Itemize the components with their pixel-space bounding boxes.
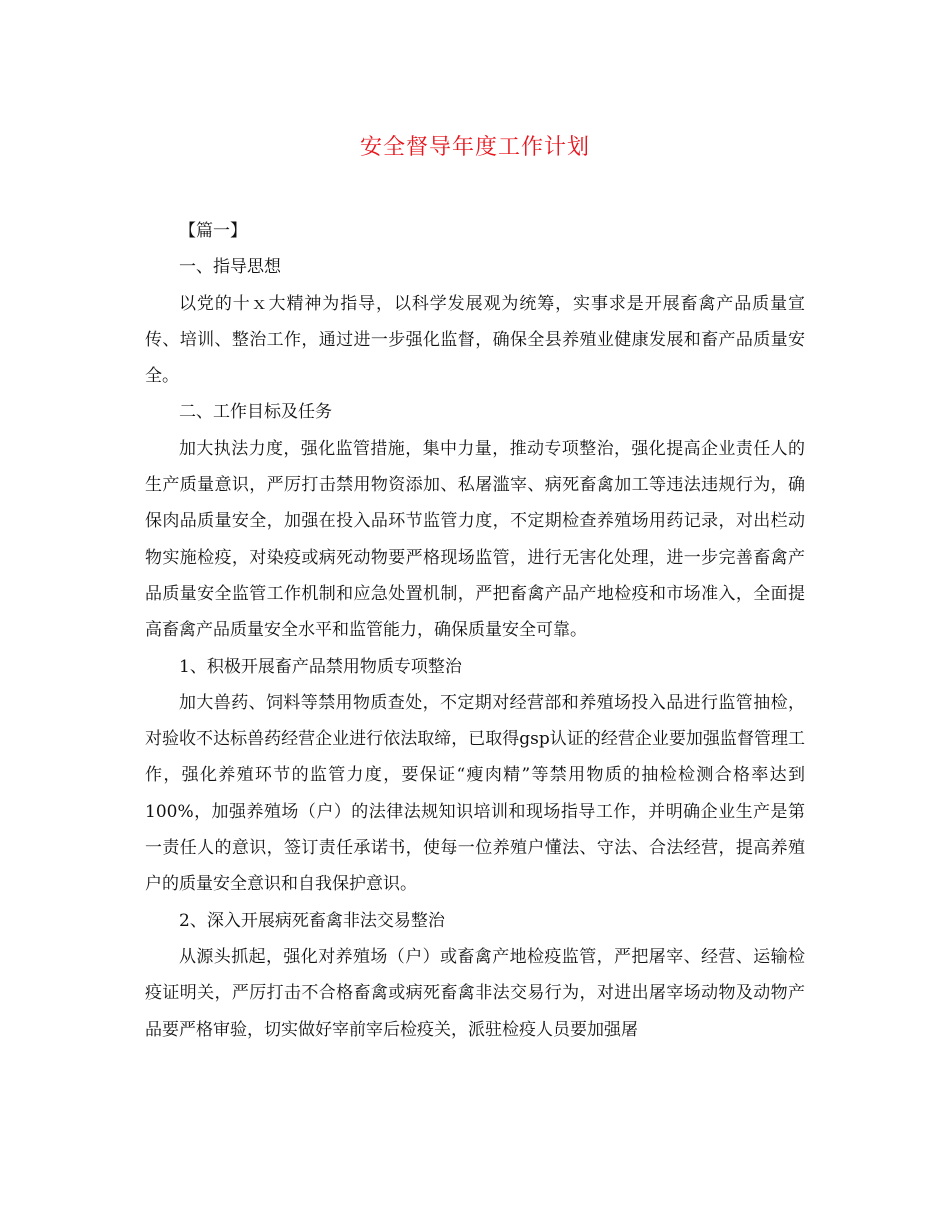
- section-heading-guiding-ideology: 一、指导思想: [179, 257, 281, 278]
- paragraph-banned-substances: 加大兽药、饲料等禁用物质查处，不定期对经营部和养殖场投入品进行监管抽检，对验收不达标兽药经营企业进行依法取缔，已取得gsp认证的经营企业要加强监督管理工作，强化养殖环节的监管力度，要保证“瘦肉精”等禁用物质的抽检检测合格率达到100%，加强养殖场（户）的法律法规知识培训和现场指导工作，并明确企业生产是第一责任人的意识，签订责任承诺书，使每一位养殖户懂法、守法、合法经营，提高养殖户的质量安全意识和自我保护意识。: [145, 692, 805, 895]
- subheading-banned-substances: 1、积极开展畜产品禁用物质专项整治: [179, 656, 462, 677]
- subheading-illegal-trade: 2、深入开展病死畜禽非法交易整治: [179, 910, 445, 931]
- document-body: [145, 213, 805, 1048]
- section-heading-goals-tasks: 二、工作目标及任务: [179, 402, 332, 423]
- section-label: 【篇一】: [179, 221, 247, 241]
- document-title: 安全督导年度工作计划: [359, 135, 590, 160]
- paragraph-illegal-trade: 从源头抓起，强化对养殖场（户）或畜禽产地检疫监管，严把屠宰、经营、运输检疫证明关，严厉打击不合格畜禽或病死畜禽非法交易行为，对进出屠宰场动物及动物产品要严格审验，切实做好宰前宰后检疫关，派驻检疫人员要加强屠: [145, 946, 805, 1040]
- paragraph-guiding-ideology: 以党的十ｘ大精神为指导，以科学发展观为统筹，实事求是开展畜禽产品质量宣传、培训、整治工作，通过进一步强化监督，确保全县养殖业健康发展和畜产品质量安全。: [145, 293, 805, 387]
- paragraph-goals-tasks: 加大执法力度，强化监管措施，集中力量，推动专项整治，强化提高企业责任人的生产质量意识，严厉打击禁用物资添加、私屠滥宰、病死畜禽加工等违法违规行为，确保肉品质量安全，加强在投入品环节监管力度，不定期检查养殖场用药记录，对出栏动物实施检疫，对染疫或病死动物要严格现场监管，进行无害化处理，进一步完善畜禽产品质量安全监管工作机制和应急处置机制，严把畜禽产品产地检疫和市场准入，全面提高畜禽产品质量安全水平和监管能力，确保质量安全可靠。: [145, 438, 805, 641]
